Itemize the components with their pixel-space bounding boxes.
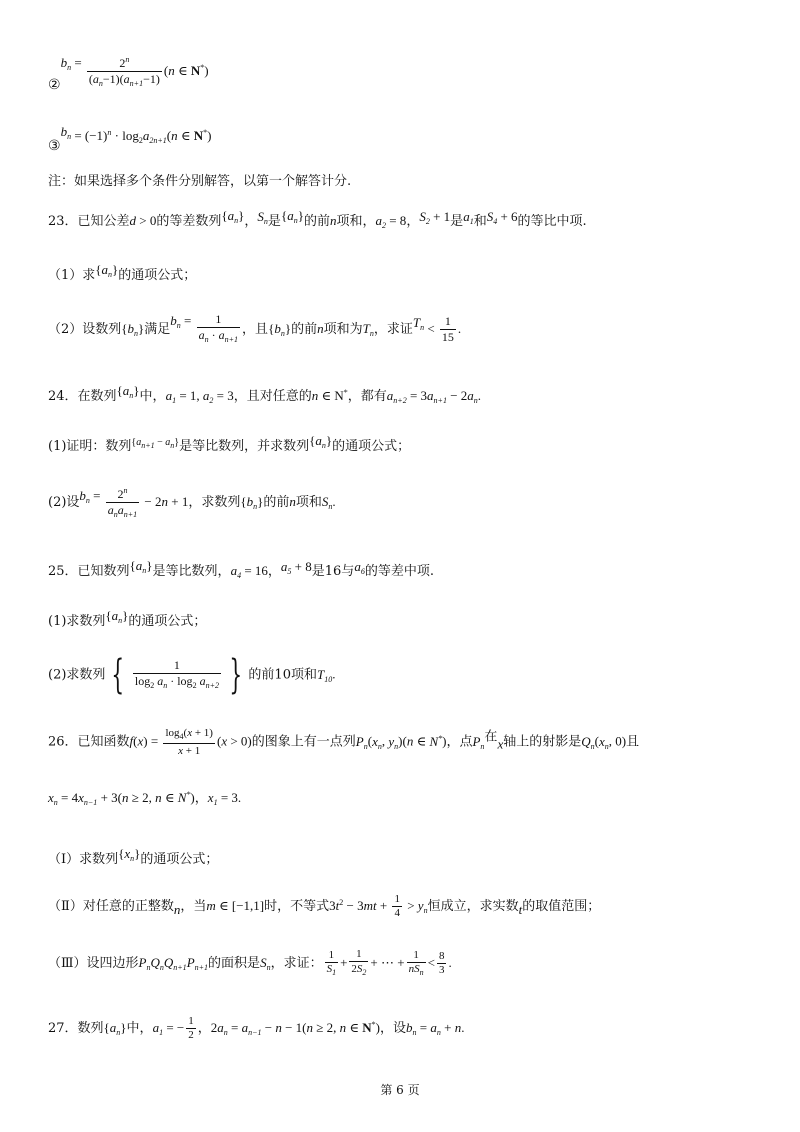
question-24-part-1: (1)证明：数列$^{\{a_{n+1}}$ − $^{a_n\}}$是等比数列，并求数列$\{a_n\}$的通项公式； xyxy=(48,433,411,454)
question-27: 27．数列$\{a_n\}$中，$a_1$ = − $\frac{1}{2}$ ，$2a_n = a_{n-1} - n - 1(n \ge 2$, n ∈ N*)，设$b_n = a_n + n$. xyxy=(48,1015,465,1041)
question-25-part-2: (2)求数列 { $\frac{1}{\log_2 a_n \cdot \log_2 a_{n+2}}$ } 的前10项和$T_{10}$. xyxy=(48,652,336,698)
question-26-line-2: $x_n = 4x_{n-1} + 3(n \ge 2$, n ∈ N*)，$x_1 = 3$. xyxy=(48,790,242,807)
note-text: 注：如果选择多个条件分别解答，以第一个解答计分. xyxy=(48,174,352,189)
page-footer: 第 6 页 xyxy=(380,1083,420,1097)
circled-2: ② xyxy=(48,77,61,93)
question-23-part-1: （1）求$\{a_n\}$的通项公式； xyxy=(48,262,197,283)
condition-3: $③b_n = (-1)^n \cdot \log_2a_{2n+1}(n$ ∈ N*) xyxy=(48,124,212,154)
question-26-part-1: （Ⅰ）求数列$\{x_n\}$的通项公式； xyxy=(48,846,219,867)
question-23-part-2: （2）设数列$\{b_n\}$满足$b_n$ = $\frac{1}{a_n \cdot a_{n+1}}$ ，且$\{b_n\}$的前n项和为$T_n$，求证$T_n$ < $\frac{1}{15}$ . xyxy=(48,312,462,344)
question-24: 24．在数列$\{a_n\}$中，$a_1 = 1$, $a_2 = 3$，且对任意的n ∈ N*，都有$a_{n+2} = 3a_{n+1} - 2a_n$. xyxy=(48,383,482,405)
question-23: 23．已知公差d > 0的等差数列$\{a_n\}$，$S_n$是$\{a_n\}$的前n项和，$a_2 = 8$，$S_2 + 1$是$a_1$和$S_4 + 6$的等比中项. xyxy=(48,208,587,230)
question-26: 26．已知函数f(x) = $\frac{\log_4(x + 1)}{x + 1}$ (x > 0)的图象上有一点列$P_n(x_n$, $y_n)(n$ ∈ N*)，点$P_n$在x轴上的射影是$Q_n(x_n$, 0)且 xyxy=(48,727,640,757)
question-26-part-2: （Ⅱ）对任意的正整数n，当m ∈ [−1,1]时，不等式$3t^2 - 3mt$ + $\frac{1}{4}$ > $y_n$恒成立，求实数t的取值范围； xyxy=(48,893,601,919)
condition-2: $②b_n$ = $\frac{2^n}{(a_n-1)(a_{n+1}-1)}$ (n ∈ N*) xyxy=(48,52,760,94)
question-24-part-2: (2)设$b_n$ = $\frac{2^n}{a_na_{n+1}}$ − 2n + 1，求数列$\{b_n\}$的前n项和$S_n$. xyxy=(48,483,760,522)
fraction: $\frac{2^n}{(a_n-1)(a_{n+1}-1)}$ xyxy=(87,52,162,91)
question-25-part-1: (1)求数列$\{a_n\}$的通项公式； xyxy=(48,608,207,629)
question-25: 25．已知数列$\{a_n\}$是等比数列，$a_4 = 16$，$a_5 + 8$是16与$a_6$的等差中项. xyxy=(48,558,434,580)
question-26-part-3: （Ⅲ）设四边形$P_nQ_nQ_{n+1}P_{n+1}$的面积是$S_n$，求证： $\frac{1}{S_1}$ + $\frac{1}{2S_2}$ + ⋯ + $\frac{1}{nS_n}$ < $\frac{8}{3}$ . xyxy=(48,948,452,977)
circled-3: ③ xyxy=(48,138,61,154)
